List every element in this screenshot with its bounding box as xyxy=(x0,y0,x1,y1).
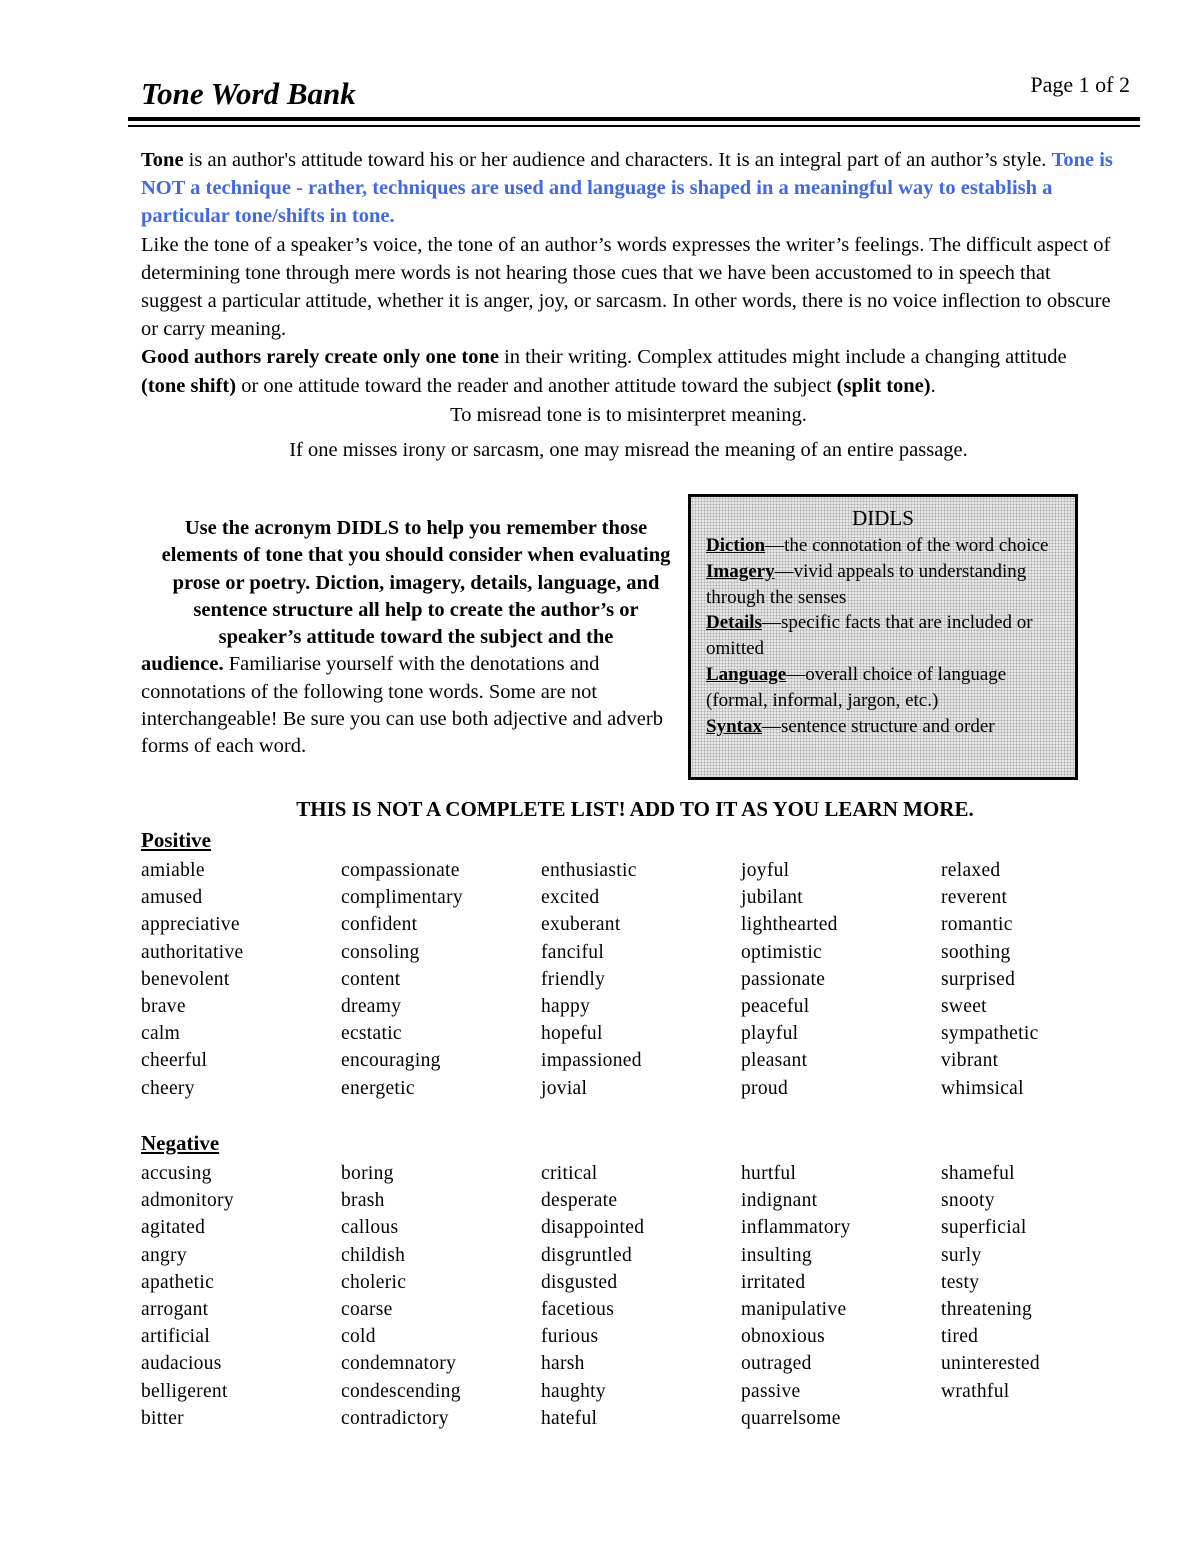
acronym-bold-tail: audience. xyxy=(141,653,224,676)
positive-tone-word: complimentary xyxy=(341,887,463,909)
negative-tone-word: apathetic xyxy=(141,1271,215,1293)
didls-item-imagery xyxy=(706,559,1063,611)
negative-tone-word: shameful xyxy=(941,1163,1015,1184)
intro-text-3a: in their writing. Complex attitudes might include a changing attitude xyxy=(498,346,1067,369)
negative-tone-word: choleric xyxy=(341,1271,407,1293)
positive-tone-word: friendly xyxy=(541,968,606,990)
negative-tone-word: childish xyxy=(341,1244,406,1266)
negative-tone-word: haughty xyxy=(541,1380,606,1402)
didls-box xyxy=(688,494,1078,780)
positive-tone-word: amiable xyxy=(141,860,205,881)
didls-item-diction xyxy=(706,533,1063,559)
header-rule-thin xyxy=(128,125,1140,127)
positive-tone-word: joyful xyxy=(741,860,790,881)
negative-tone-word: belligerent xyxy=(141,1380,228,1402)
positive-word-grid xyxy=(141,857,1141,1102)
negative-tone-word: brash xyxy=(341,1190,385,1212)
positive-tone-word: exuberant xyxy=(541,914,621,936)
negative-tone-word: hurtful xyxy=(741,1163,797,1184)
positive-tone-word: pleasant xyxy=(741,1050,808,1072)
positive-word-column xyxy=(541,857,741,1102)
positive-tone-word: compassionate xyxy=(341,860,460,881)
page-title: Tone Word Bank xyxy=(141,76,356,111)
negative-tone-word: accusing xyxy=(141,1163,212,1184)
incomplete-list-notice: THIS IS NOT A COMPLETE LIST! ADD TO IT AS YOU LEARN MORE. xyxy=(296,797,974,821)
negative-tone-word: insulting xyxy=(741,1244,812,1266)
negative-tone-word: callous xyxy=(341,1217,399,1239)
negative-word-column xyxy=(941,1160,1141,1432)
didls-term: Diction xyxy=(706,535,766,556)
positive-tone-word: impassioned xyxy=(541,1050,642,1072)
positive-tone-word: amused xyxy=(141,887,203,909)
negative-word-column xyxy=(541,1160,741,1432)
positive-tone-word: vibrant xyxy=(941,1050,999,1072)
positive-tone-word: optimistic xyxy=(741,941,822,963)
positive-tone-word: hopeful xyxy=(541,1023,603,1045)
negative-tone-word: superficial xyxy=(941,1217,1027,1239)
negative-tone-word: coarse xyxy=(341,1298,393,1320)
intro-lead-tone: Tone xyxy=(141,149,184,171)
positive-tone-word: enthusiastic xyxy=(541,860,637,881)
didls-definition: —sentence structure and order xyxy=(761,715,995,737)
negative-word-column xyxy=(741,1160,941,1432)
positive-tone-word: lighthearted xyxy=(741,914,838,936)
negative-tone-word: indignant xyxy=(741,1190,818,1212)
didls-term: Imagery xyxy=(706,560,775,582)
positive-tone-word: excited xyxy=(541,887,600,909)
negative-tone-word: disgruntled xyxy=(541,1244,633,1266)
negative-tone-word: bitter xyxy=(141,1407,184,1429)
negative-tone-word: condemnatory xyxy=(341,1353,457,1375)
positive-tone-word: reverent xyxy=(941,887,1008,909)
acronym-paragraph xyxy=(141,515,671,761)
positive-tone-word: passionate xyxy=(741,968,826,990)
intro-section xyxy=(141,146,1116,464)
positive-tone-word: cheery xyxy=(141,1077,195,1099)
positive-tone-word: playful xyxy=(741,1023,799,1045)
didls-definition: —the connotation of the word choice xyxy=(765,535,1049,556)
page-number: Page 1 of 2 xyxy=(1030,72,1130,97)
intro-text-1: is an author's attitude toward his or her audience and characters. It is an integral part of an author’s style. xyxy=(183,149,1052,171)
centered-line-2: If one misses irony or sarcasm, one may misread the meaning of an entire passage. xyxy=(289,439,968,462)
negative-tone-word: snooty xyxy=(941,1190,995,1212)
negative-tone-word: uninterested xyxy=(941,1353,1040,1375)
negative-tone-word: wrathful xyxy=(941,1380,1010,1402)
negative-word-column xyxy=(341,1160,541,1432)
negative-heading: Negative xyxy=(141,1131,220,1155)
negative-tone-word: audacious xyxy=(141,1353,222,1375)
negative-tone-word: obnoxious xyxy=(741,1326,825,1348)
didls-item-syntax xyxy=(706,714,1063,740)
positive-tone-word: ecstatic xyxy=(341,1023,402,1045)
acronym-plain-text xyxy=(141,651,671,760)
positive-tone-word: relaxed xyxy=(941,860,1001,881)
negative-tone-word: furious xyxy=(541,1326,599,1348)
positive-tone-word: calm xyxy=(141,1023,181,1045)
didls-item-details xyxy=(706,610,1063,662)
acronym-plain-body: Familiarise yourself with the denotations and connotations of the following tone words. Some are not interchangeable! Be sure you can use both adjective and adverb forms of each word. xyxy=(141,653,663,758)
negative-tone-word: artificial xyxy=(141,1326,211,1348)
intro-paragraph-2: Like the tone of a speaker’s voice, the tone of an author’s words expresses the writer’s feelings. The difficult aspect of determining tone through mere words is not hearing those cues that we have been accustomed to in speech that suggest a particular attitude, whether it is anger, joy, or sarcasm. In other words, there is no voice inflection to obscure or carry meaning. xyxy=(141,233,1111,341)
didls-item-language xyxy=(706,662,1063,714)
positive-tone-word: cheerful xyxy=(141,1050,208,1072)
negative-tone-word: desperate xyxy=(541,1190,618,1212)
positive-tone-word: energetic xyxy=(341,1077,415,1099)
positive-tone-word: sweet xyxy=(941,995,987,1017)
intro-lead-good-authors: Good authors rarely create only one tone xyxy=(141,346,499,369)
negative-tone-word: angry xyxy=(141,1244,187,1266)
positive-tone-word: peaceful xyxy=(741,995,810,1017)
intro-text-3-end: . xyxy=(930,374,936,397)
didls-list xyxy=(691,533,1075,739)
positive-tone-word: fanciful xyxy=(541,941,605,963)
didls-definition: —overall choice of language (formal, informal, jargon, etc.) xyxy=(706,663,1007,711)
negative-tone-word: disappointed xyxy=(541,1217,645,1239)
negative-tone-word: manipulative xyxy=(741,1298,847,1320)
negative-tone-word: condescending xyxy=(341,1380,461,1402)
header-rule-thick xyxy=(128,117,1140,121)
tone-shift-term: (tone shift) xyxy=(141,374,237,397)
positive-word-column xyxy=(941,857,1141,1102)
negative-word-column xyxy=(141,1160,341,1432)
didls-term: Language xyxy=(706,663,787,685)
intro-paragraph-3 xyxy=(141,343,1116,399)
negative-tone-word: threatening xyxy=(941,1298,1033,1320)
didls-term: Syntax xyxy=(706,715,762,737)
positive-tone-word: jubilant xyxy=(741,887,803,909)
negative-tone-word: critical xyxy=(541,1163,598,1184)
negative-tone-word: surly xyxy=(941,1244,982,1266)
positive-tone-word: sympathetic xyxy=(941,1023,1039,1045)
positive-tone-word: proud xyxy=(741,1077,788,1099)
intro-paragraph-1 xyxy=(141,146,1116,231)
negative-tone-word: testy xyxy=(941,1271,980,1293)
positive-tone-word: benevolent xyxy=(141,968,230,990)
positive-tone-word: content xyxy=(341,968,401,990)
negative-tone-word: cold xyxy=(341,1326,376,1348)
positive-tone-word: happy xyxy=(541,995,591,1017)
didls-definition: —vivid appeals to understanding through the senses xyxy=(706,560,1027,608)
negative-word-grid xyxy=(141,1160,1141,1432)
positive-word-column xyxy=(741,857,941,1102)
didls-term: Details xyxy=(706,612,762,634)
positive-tone-word: encouraging xyxy=(341,1050,441,1072)
negative-tone-word: passive xyxy=(741,1380,801,1402)
positive-tone-word: authoritative xyxy=(141,941,244,963)
negative-tone-word: agitated xyxy=(141,1217,206,1239)
negative-tone-word: contradictory xyxy=(341,1407,449,1429)
acronym-bold-text: Use the acronym DIDLS to help you remember those elements of tone that you should consider when evaluating prose or poetry. Diction, imagery, details, language, and sentence structure all help to create the author’s or speaker’s attitude toward the subject and the xyxy=(161,517,671,649)
negative-tone-word: facetious xyxy=(541,1298,615,1320)
didls-title: DIDLS xyxy=(852,506,914,530)
positive-tone-word: brave xyxy=(141,995,186,1017)
negative-tone-word: disgusted xyxy=(541,1271,618,1293)
negative-tone-word: arrogant xyxy=(141,1298,209,1320)
negative-tone-word: boring xyxy=(341,1163,394,1184)
positive-heading: Positive xyxy=(141,828,211,852)
positive-word-column xyxy=(341,857,541,1102)
positive-tone-word: whimsical xyxy=(941,1077,1024,1099)
positive-tone-word: consoling xyxy=(341,941,420,963)
positive-tone-word: soothing xyxy=(941,941,1011,963)
centered-line-1: To misread tone is to misinterpret meaning. xyxy=(450,403,807,426)
negative-tone-word: outraged xyxy=(741,1353,812,1375)
positive-tone-word: appreciative xyxy=(141,914,240,936)
intro-text-3b: or one attitude toward the reader and another attitude toward the subject xyxy=(236,374,837,397)
negative-tone-word: quarrelsome xyxy=(741,1407,841,1429)
positive-tone-word: romantic xyxy=(941,914,1013,936)
negative-tone-word: irritated xyxy=(741,1271,806,1293)
positive-tone-word: jovial xyxy=(541,1077,588,1099)
positive-tone-word: surprised xyxy=(941,968,1016,990)
negative-tone-word: admonitory xyxy=(141,1190,234,1212)
negative-tone-word: hateful xyxy=(541,1407,598,1429)
split-tone-term: (split tone) xyxy=(836,374,931,397)
negative-tone-word: tired xyxy=(941,1326,979,1348)
positive-word-column xyxy=(141,857,341,1102)
didls-definition: —specific facts that are included or omitted xyxy=(706,612,1033,660)
intro-blue-emphasis: Tone is NOT a technique - rather, techniques are used and language is shaped in a meaningful way to establish a particular tone/shifts in tone. xyxy=(141,149,1113,228)
positive-tone-word: confident xyxy=(341,914,418,936)
negative-tone-word: inflammatory xyxy=(741,1217,851,1239)
negative-tone-word: harsh xyxy=(541,1353,585,1375)
positive-tone-word: dreamy xyxy=(341,995,402,1017)
